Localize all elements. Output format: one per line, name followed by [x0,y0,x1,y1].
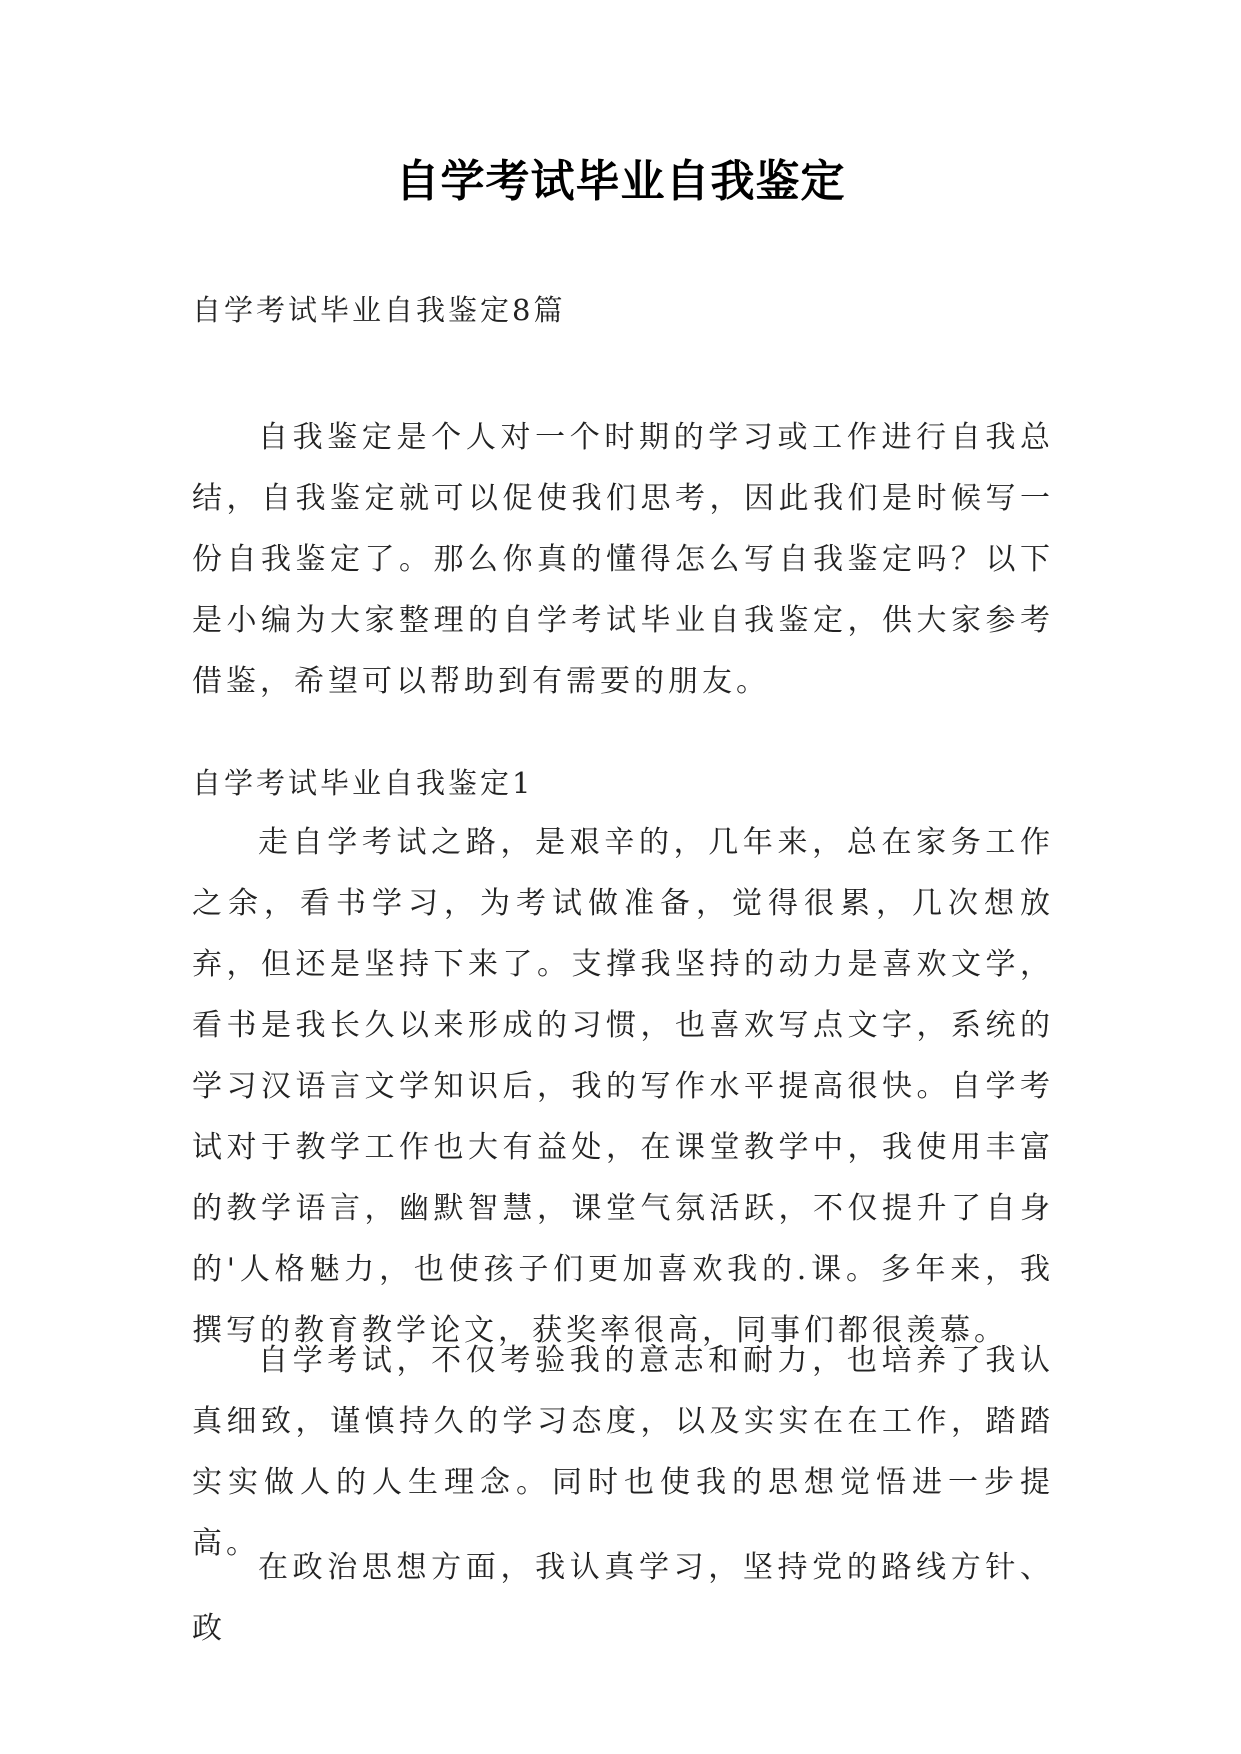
document-subtitle: 自学考试毕业自我鉴定8篇 [192,293,566,327]
body-paragraph: 自学考试，不仅考验我的意志和耐力，也培养了我认真细致，谨慎持久的学习态度，以及实实在在工作，踏踏实实做人的人生理念。同时也使我的思想觉悟进一步提高。 [192,1343,1054,1561]
body-paragraph: 走自学考试之路，是艰辛的，几年来，总在家务工作之余，看书学习，为考试做准备，觉得很累，几次想放弃，但还是坚持下来了。支撑我坚持的动力是喜欢文学，看书是我长久以来形成的习惯，也喜欢写点文字，系统的学习汉语言文学知识后，我的写作水平提高很快。自学考试对于教学工作也大有益处，在课堂教学中，我使用丰富的教学语言，幽默智慧，课堂气氛活跃，不仅提升了自身的'人格魅力，也使孩子们更加喜欢我的.课。多年来，我撰写的教育教学论文，获奖率很高，同事们都很羡慕。 [192,825,1054,1348]
intro-paragraph: 自我鉴定是个人对一个时期的学习或工作进行自我总结，自我鉴定就可以促使我们思考，因此我们是时候写一份自我鉴定了。那么你真的懂得怎么写自我鉴定吗？以下是小编为大家整理的自学考试毕业自我鉴定，供大家参考借鉴，希望可以帮助到有需要的朋友。 [192,420,1054,699]
body-paragraph: 在政治思想方面，我认真学习，坚持党的路线方针、政 [192,1550,1054,1646]
section-heading: 自学考试毕业自我鉴定1 [192,766,534,800]
document-title: 自学考试毕业自我鉴定 [395,156,846,207]
